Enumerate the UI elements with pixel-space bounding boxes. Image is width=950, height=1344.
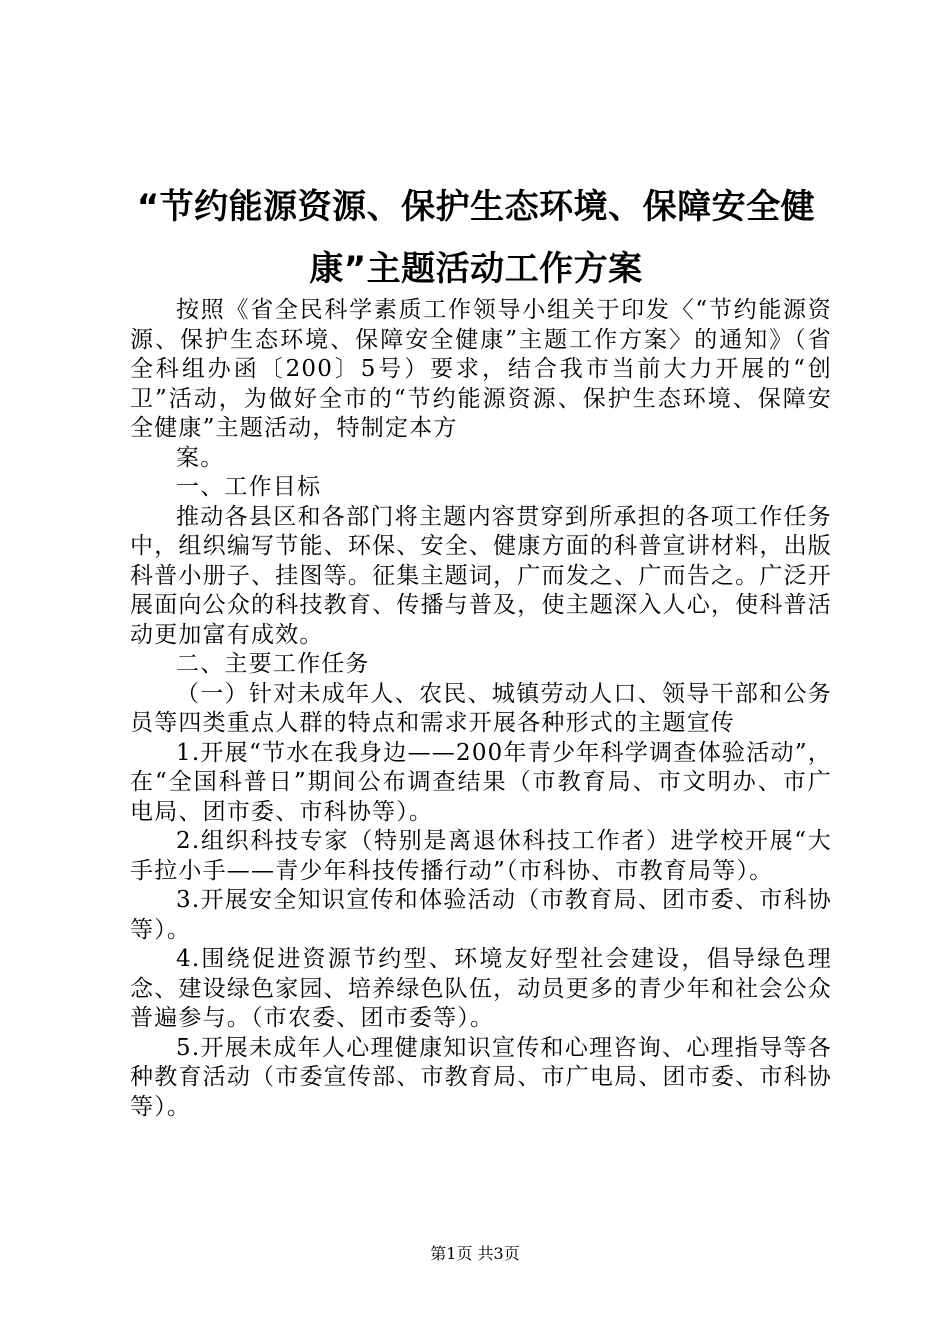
document-body [130,296,832,1122]
section-heading-tasks: 二、主要工作任务 [176,651,370,677]
task-item-1: 1.开展“节水在我身边——200年青少年科学调查体验活动”，在“全国科普日”期间公布调查结果（市教育局、市文明办、市广电局、团市委、市科协等）。 [130,739,832,825]
section-heading-goals: 一、工作目标 [176,474,322,500]
goals-paragraph: 推动各县区和各部门将主题内容贯穿到所承担的各项工作任务中，组织编写节能、环保、安全、健康方面的科普宣讲材料，出版科普小册子、挂图等。征集主题词，广而发之、广而告之。广泛开展面向公众的科技教育、传播与普及，使主题深入人心，使科普活动更加富有成效。 [130,503,832,648]
page-footer: 第1页 共3页 [430,1244,520,1263]
task-item-4: 4.围绕促进资源节约型、环境友好型社会建设，倡导绿色理念、建设绿色家园、培养绿色队伍，动员更多的青少年和社会公众普遍参与。（市农委、团市委等）。 [130,946,832,1031]
intro-paragraph: 按照《省全民科学素质工作领导小组关于印发〈“节约能源资源、保护生态环境、保障安全健康”主题工作方案〉的通知》（省全科组办函〔200〕5号）要求，结合我市当前大力开展的“创卫”活动，为做好全市的“节约能源资源、保护生态环境、保障安全健康”主题活动，特制定本方 [130,297,832,441]
task-item-3: 3.开展安全知识宣传和体验活动（市教育局、团市委、市科协等）。 [130,887,832,943]
task-item-2: 2.组织科技专家（特别是离退休科技工作者）进学校开展“大手拉小手——青少年科技传播行动”（市科协、市教育局等）。 [130,828,832,884]
subsection-heading-1: （一）针对未成年人、农民、城镇劳动人口、领导干部和公务员等四类重点人群的特点和需求开展各种形式的主题宣传 [130,680,832,736]
intro-paragraph-end: 案。 [176,444,225,471]
document-title: “节约能源资源、保护生态环境、保障安全健康”主题活动工作方案 [136,187,816,289]
task-item-5: 5.开展未成年人心理健康知识宣传和心理咨询、心理指导等各种教育活动（市委宣传部、市教育局、市广电局、团市委、市科协等）。 [130,1034,832,1120]
